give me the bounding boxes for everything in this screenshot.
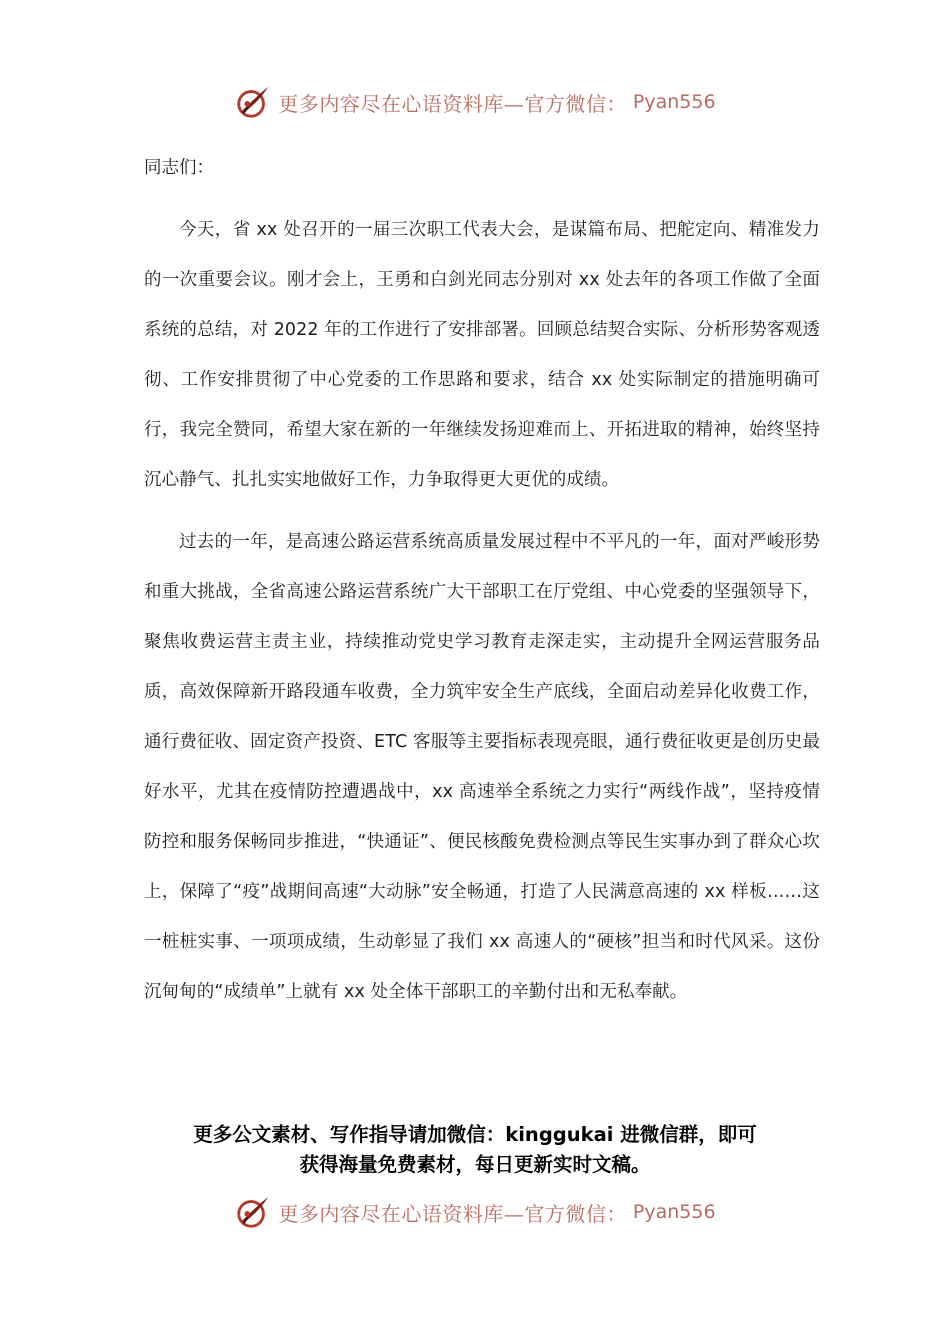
salutation: 同志们：	[144, 158, 214, 178]
document-body	[144, 143, 820, 1017]
promo-line-1: 更多公文素材、写作指导请加微信：kinggukai 进微信群，即可	[193, 1123, 757, 1146]
quill-pen-logo-icon	[234, 1193, 272, 1231]
banner-wechat-id: Pyan556	[632, 91, 716, 113]
footer-banner	[0, 1190, 950, 1234]
quill-pen-logo-icon	[234, 83, 272, 121]
header-banner	[0, 80, 950, 124]
footer-banner-content	[234, 1193, 715, 1231]
promo-notice	[130, 1120, 820, 1180]
paragraph-1: 今天，省 xx 处召开的一届三次职工代表大会，是谋篇布局、把舵定向、精准发力的一次重要会议。刚才会上，王勇和白剑光同志分别对 xx 处去年的各项工作做了全面系统的总结，对 2022 年的工作进行了安排部署。回顾总结契合实际、分析形势客观透彻、工作安排贯彻了中心党委的工作思路和要求，结合 xx 处实际制定的措施明确可行，我完全赞同，希望大家在新的一年继续发扬迎难而上、开拓进取的精神，始终坚持沉心静气、扎扎实实地做好工作，力争取得更大更优的成绩。	[144, 220, 820, 490]
promo-line-2: 获得海量免费素材，每日更新实时文稿。	[299, 1153, 651, 1176]
paragraph-2: 过去的一年，是高速公路运营系统高质量发展过程中不平凡的一年，面对严峻形势和重大挑战，全省高速公路运营系统广大干部职工在厅党组、中心党委的坚强领导下，聚焦收费运营主责主业，持续推动党史学习教育走深走实，主动提升全网运营服务品质，高效保障新开路段通车收费，全力筑牢安全生产底线，全面启动差异化收费工作，通行费征收、固定资产投资、ETC 客服等主要指标表现亮眼，通行费征收更是创历史最好水平，尤其在疫情防控遭遇战中，xx 高速举全系统之力实行“两线作战”，坚持疫情防控和服务保畅同步推进，“快通证”、便民核酸免费检测点等民生实事办到了群众心坎上，保障了“疫”战期间高速“大动脉”安全畅通，打造了人民满意高速的 xx 样板……这一桩桩实事、一项项成绩，生动彰显了我们 xx 高速人的“硬核”担当和时代风采。这份沉甸甸的“成绩单”上就有 xx 处全体干部职工的辛勤付出和无私奉献。	[144, 532, 820, 1002]
banner-wechat-id: Pyan556	[632, 1201, 716, 1223]
banner-text: 更多内容尽在心语资料库—官方微信：	[278, 91, 627, 116]
header-banner-content	[234, 83, 715, 121]
banner-text: 更多内容尽在心语资料库—官方微信：	[278, 1201, 627, 1226]
